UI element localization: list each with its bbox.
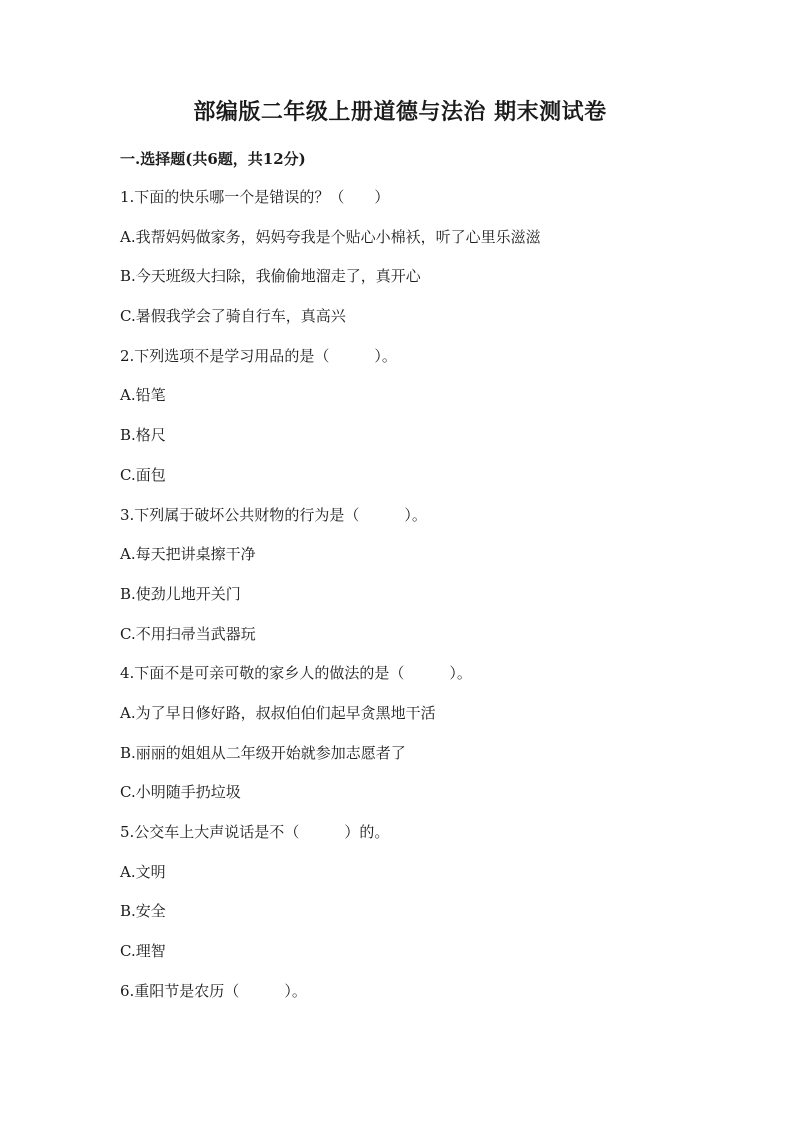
- question-2-option-a: A.铅笔: [120, 386, 166, 405]
- question-1-option-c: C.暑假我学会了骑自行车，真高兴: [120, 307, 346, 326]
- question-3-option-c: C.不用扫帚当武器玩: [120, 624, 256, 643]
- question-5-option-c: C.理智: [120, 942, 166, 961]
- question-3-stem: 3.下列属于破坏公共财物的行为是（ ）。: [120, 505, 427, 524]
- page-title: 部编版二年级上册道德与法治 期末测试卷: [193, 99, 607, 125]
- question-3-option-b: B.使劲儿地开关门: [120, 584, 241, 603]
- question-4-option-c: C.小明随手扔垃圾: [120, 783, 241, 802]
- question-3-option-a: A.每天把讲桌擦干净: [120, 545, 256, 564]
- question-2-option-c: C.面包: [120, 465, 166, 484]
- question-list: [120, 186, 720, 1019]
- question-1-option-a: A.我帮妈妈做家务，妈妈夸我是个贴心小棉袄，听了心里乐滋滋: [120, 227, 541, 246]
- question-6-stem: 6.重阳节是农历（ ）。: [120, 981, 307, 1000]
- question-4-stem: 4.下面不是可亲可敬的家乡人的做法的是（ ）。: [120, 664, 472, 683]
- section-heading: 一.选择题(共6题，共12分): [120, 150, 306, 168]
- question-2-option-b: B.格尺: [120, 426, 166, 445]
- question-5-stem: 5.公交车上大声说话是不（ ）的。: [120, 823, 390, 841]
- question-4-option-b: B.丽丽的姐姐从二年级开始就参加志愿者了: [120, 743, 406, 762]
- question-1-stem: 1.下面的快乐哪一个是错误的？（ ）: [120, 188, 390, 206]
- question-5-option-b: B.安全: [120, 902, 166, 921]
- question-4-option-a: A.为了早日修好路，叔叔伯伯们起早贪黑地干活: [120, 703, 436, 722]
- question-1-option-b: B.今天班级大扫除，我偷偷地溜走了，真开心: [120, 267, 421, 286]
- question-2-stem: 2.下列选项不是学习用品的是（ ）。: [120, 346, 397, 365]
- question-5-option-a: A.文明: [120, 862, 166, 881]
